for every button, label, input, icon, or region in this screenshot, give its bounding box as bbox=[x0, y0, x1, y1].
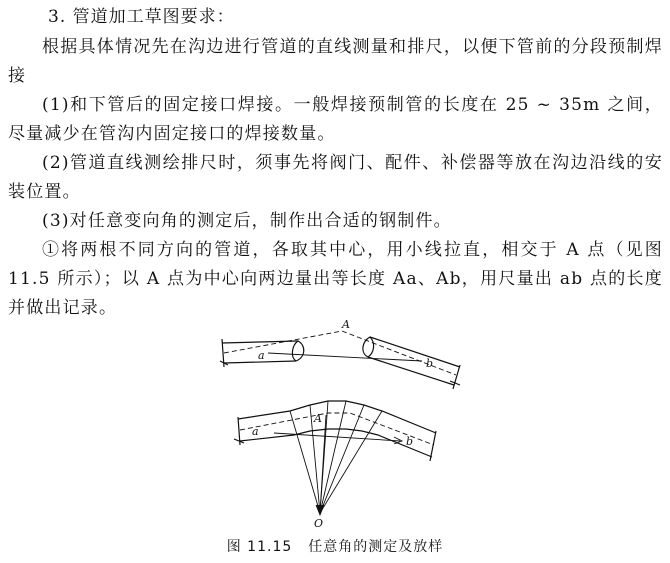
chord-ab bbox=[268, 353, 422, 361]
label-bottom-b: b bbox=[406, 435, 414, 448]
fan-line-6 bbox=[320, 411, 382, 513]
paragraph-2: (1)和下管后的固定接口焊接。一般焊接预制管的长度在 25 ~ 35m 之间，尽量减少在管沟内固定接口的焊接数量。 bbox=[8, 95, 663, 144]
label-top-b: b bbox=[426, 357, 434, 370]
upper-pipes bbox=[220, 331, 460, 389]
figure-pipe-angle-diagram bbox=[210, 315, 480, 530]
left-pipe-end-ellipse bbox=[292, 341, 303, 361]
label-bottom-a: a bbox=[252, 425, 259, 438]
left-pipe-top-edge bbox=[222, 341, 298, 343]
figure-number: 图 11.15 bbox=[226, 539, 293, 555]
label-top-A: A bbox=[342, 318, 350, 331]
label-bottom-A: A bbox=[314, 412, 322, 425]
pipe-angle-diagram bbox=[210, 315, 480, 530]
body-text bbox=[8, 33, 663, 323]
label-top-a: a bbox=[258, 349, 265, 362]
paragraph-3: (2)管道直线测绘排尺时，须事先将阀门、配件、补偿器等放在沟边沿线的安装位置。 bbox=[8, 153, 663, 202]
figure-caption bbox=[0, 536, 670, 556]
label-origin-O: O bbox=[314, 517, 324, 530]
lower-elbow bbox=[234, 401, 436, 515]
elbow-outer-edge bbox=[238, 401, 436, 433]
section-heading: 3. 管道加工草图要求： bbox=[48, 7, 235, 27]
paragraph-4: (3)对任意变向角的测定后，制作出合适的钢制件。 bbox=[42, 211, 452, 231]
paragraph-5: ①将两根不同方向的管道，各取其中心，用小线拉直，相交于 A 点（见图 11.5 所示）；以 A 点为中心向两边量出等长度 Aa、Ab，用尺量出 ab 点的长度并做出记录。 bbox=[8, 240, 663, 318]
origin-point-mark bbox=[316, 505, 324, 515]
paragraph-1: 根据具体情况先在沟边进行管道的直线测量和排尺，以便下管前的分段预制焊接 bbox=[8, 37, 663, 86]
figure-title: 任意角的测定及放样 bbox=[308, 539, 444, 555]
right-pipe-break bbox=[453, 365, 460, 389]
elbow-right-break bbox=[430, 431, 436, 461]
right-center-line bbox=[342, 331, 456, 375]
